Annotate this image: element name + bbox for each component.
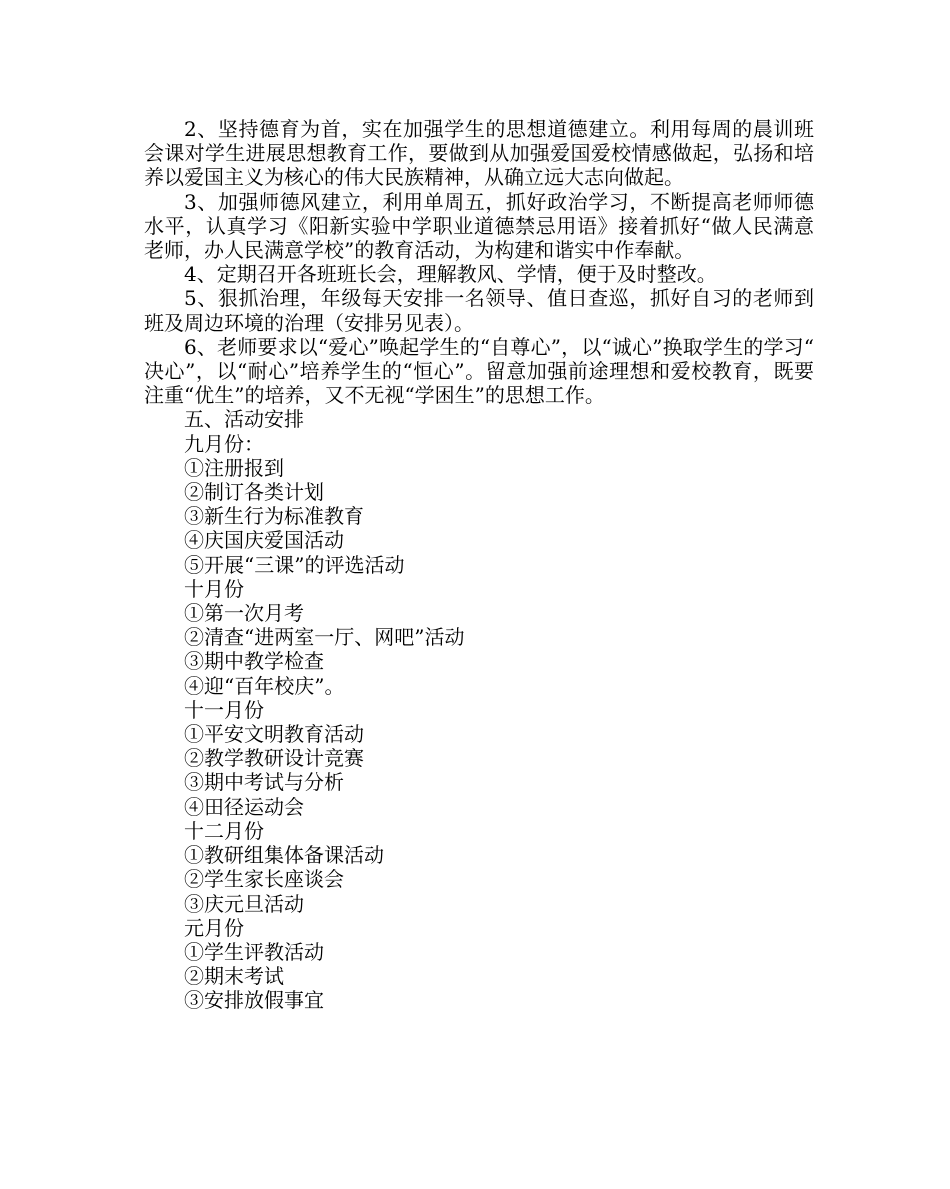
month-heading: 元月份 xyxy=(184,915,244,940)
list-item: ④田径运动会 xyxy=(184,794,304,819)
list-item: ③期中教学检查 xyxy=(184,649,324,674)
month-section-november xyxy=(144,698,814,819)
list-item: ②学生家长座谈会 xyxy=(184,867,344,892)
section-title: 五、活动安排 xyxy=(184,407,304,432)
document-page xyxy=(144,117,814,1013)
paragraph-moral-education: 2、坚持德育为首，实在加强学生的思想道德建立。利用每周的晨训班会课对学生进展思想教育工作，要做到从加强爱国爱校情感做起，弘扬和培养以爱国主义为核心的伟大民族精神，从确立远大志向做起。 xyxy=(144,117,814,190)
list-item: ④庆国庆爱国活动 xyxy=(184,528,344,553)
month-section-january xyxy=(144,916,814,1013)
list-item: ④迎“百年校庆”。 xyxy=(184,673,345,698)
list-item: ②制订各类计划 xyxy=(184,480,324,505)
list-item: ②期末考试 xyxy=(184,964,284,989)
month-heading: 九月份： xyxy=(184,431,264,456)
list-item: ③安排放假事宜 xyxy=(184,988,324,1013)
list-item: ①注册报到 xyxy=(184,455,284,480)
list-item: ③期中考试与分析 xyxy=(184,770,344,795)
month-heading: 十一月份 xyxy=(184,697,264,722)
list-item: ①第一次月考 xyxy=(184,601,304,626)
paragraph-monitor-meeting: 4、定期召开各班班长会，理解教风、学情，便于及时整改。 xyxy=(184,262,717,287)
paragraph-teacher-ethics: 3、加强师德风建立，利用单周五，抓好政治学习，不断提高老师师德水平，认真学习《阳新实验中学职业道德禁忌用语》接着抓好“做人民满意老师，办人民满意学校”的教育活动，为构建和谐实中作奉献。 xyxy=(144,189,814,263)
month-heading: 十二月份 xyxy=(184,818,264,843)
month-heading: 十月份 xyxy=(184,576,244,601)
list-item: ②教学教研设计竞赛 xyxy=(184,746,364,771)
paragraph-teacher-requirements: 6、老师要求以“爱心”唤起学生的“自尊心”，以“诚心”换取学生的学习“决心”，以“耐心”培养学生的“恒心”。留意加强前途理想和爱校教育，既要注重“优生”的培养，又不无视“学困生”的思想工作。 xyxy=(144,334,814,408)
month-section-october xyxy=(144,577,814,698)
list-item: ③新生行为标准教育 xyxy=(184,504,364,529)
list-item: ②清查“进两室一厅、网吧”活动 xyxy=(184,625,465,650)
list-item: ③庆元旦活动 xyxy=(184,891,304,916)
list-item: ①学生评教活动 xyxy=(184,939,324,964)
paragraph-management: 5、狠抓治理，年级每天安排一名领导、值日查巡，抓好自习的老师到班及周边环境的治理（安排另见表）。 xyxy=(144,286,814,335)
list-item: ①平安文明教育活动 xyxy=(184,722,364,747)
month-section-september xyxy=(144,432,814,577)
month-section-december xyxy=(144,819,814,916)
list-item: ⑤开展“三课”的评选活动 xyxy=(184,552,405,577)
list-item: ①教研组集体备课活动 xyxy=(184,843,384,868)
